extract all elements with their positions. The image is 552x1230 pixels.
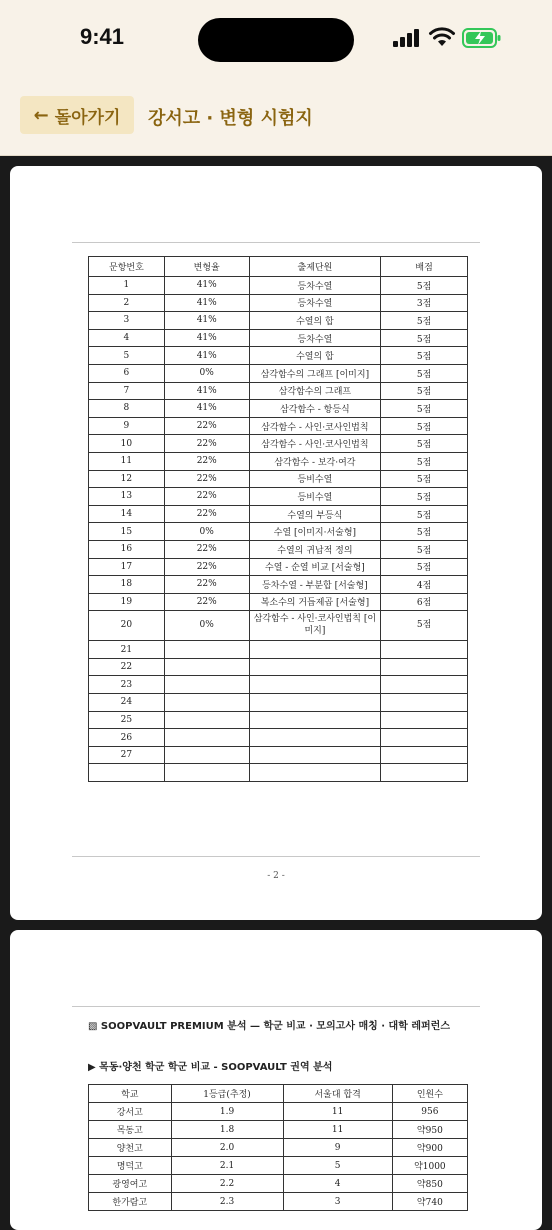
- table-cell: 5점: [381, 347, 468, 365]
- table-cell: 22%: [164, 540, 249, 558]
- col-header-rate: 변형율: [164, 257, 249, 277]
- table-row: [89, 558, 468, 576]
- table-cell: 약900: [392, 1139, 467, 1157]
- compare-header-row: [89, 1085, 468, 1103]
- table-row: [89, 1121, 468, 1139]
- premium-subheading: ▶ 목동·양천 학군 학군 비교 - SOOPVAULT 권역 분석: [88, 1062, 333, 1073]
- page-title: 강서고 · 변형 시험지: [148, 108, 313, 129]
- table-cell: 16: [89, 540, 165, 558]
- table-cell: 19: [89, 593, 165, 611]
- table-cell: 22%: [164, 576, 249, 594]
- table-cell: 0%: [164, 611, 249, 641]
- table-row: [89, 676, 468, 694]
- table-cell: 3: [283, 1193, 392, 1211]
- table-cell: 강서고: [89, 1103, 172, 1121]
- table-row: [89, 329, 468, 347]
- battery-charging-icon: [462, 27, 502, 49]
- table-cell: 양천고: [89, 1139, 172, 1157]
- table-cell: [249, 676, 381, 694]
- table-cell: 명덕고: [89, 1157, 172, 1175]
- table-cell: 5점: [381, 364, 468, 382]
- table-cell: 22%: [164, 488, 249, 506]
- table-row: [89, 711, 468, 729]
- table-cell: 21: [89, 641, 165, 659]
- table-cell: 11: [283, 1121, 392, 1139]
- table-cell: 41%: [164, 329, 249, 347]
- cellular-signal-icon: [392, 28, 422, 48]
- table-cell: 목동고: [89, 1121, 172, 1139]
- table-row: [89, 694, 468, 712]
- back-button[interactable]: [20, 96, 134, 134]
- table-cell: [249, 746, 381, 764]
- table-cell: [381, 746, 468, 764]
- table-cell: [164, 694, 249, 712]
- table-cell: 11: [89, 452, 165, 470]
- table-cell: 41%: [164, 347, 249, 365]
- table-cell: 20: [89, 611, 165, 641]
- table-cell: 2.2: [171, 1175, 283, 1193]
- school-compare-table: [88, 1084, 468, 1211]
- table-cell: 수열의 합: [249, 347, 381, 365]
- table-row: [89, 488, 468, 506]
- table-cell: 5: [283, 1157, 392, 1175]
- table-row: [89, 382, 468, 400]
- wifi-icon: [428, 26, 456, 48]
- page-number: - 2 -: [267, 871, 285, 881]
- table-row: [89, 277, 468, 295]
- app-header: [0, 80, 552, 156]
- table-cell: 22%: [164, 505, 249, 523]
- compare-table-body: [89, 1103, 468, 1211]
- table-cell: 삼각함수 - 항등식: [249, 400, 381, 418]
- table-cell: 5점: [381, 505, 468, 523]
- table-cell: 약740: [392, 1193, 467, 1211]
- table-cell: 5점: [381, 382, 468, 400]
- table-row: [89, 347, 468, 365]
- exam-table-header-row: [89, 257, 468, 277]
- table-row: [89, 312, 468, 330]
- table-cell: [249, 658, 381, 676]
- table-cell: 5점: [381, 488, 468, 506]
- table-row: [89, 1175, 468, 1193]
- table-cell: 삼각함수 - 사인·코사인법칙: [249, 435, 381, 453]
- table-cell: 5점: [381, 435, 468, 453]
- table-cell: [249, 711, 381, 729]
- table-cell: 5점: [381, 417, 468, 435]
- arrow-left-icon: ←: [33, 104, 49, 126]
- table-cell: 41%: [164, 312, 249, 330]
- table-cell: 등비수열: [249, 470, 381, 488]
- table-cell: 수열 - 순열 비교 [서술형]: [249, 558, 381, 576]
- table-cell: 13: [89, 488, 165, 506]
- col-header-number: 문항번호: [89, 257, 165, 277]
- table-row: [89, 1103, 468, 1121]
- table-cell: 2.0: [171, 1139, 283, 1157]
- table-row: [89, 435, 468, 453]
- table-cell: 5점: [381, 452, 468, 470]
- table-row: [89, 658, 468, 676]
- page-bottom-rule: [72, 856, 480, 857]
- premium-page: [10, 930, 542, 1230]
- table-cell: 5점: [381, 400, 468, 418]
- table-cell: 22: [89, 658, 165, 676]
- table-cell: 수열의 귀납적 정의: [249, 540, 381, 558]
- table-cell: 2.3: [171, 1193, 283, 1211]
- table-cell: 25: [89, 711, 165, 729]
- table-row: [89, 1139, 468, 1157]
- status-bar: [0, 0, 552, 80]
- table-row: [89, 523, 468, 541]
- table-cell: [164, 729, 249, 747]
- table-cell: 5점: [381, 470, 468, 488]
- table-cell: 22%: [164, 417, 249, 435]
- table-row: [89, 294, 468, 312]
- table-cell: 1.8: [171, 1121, 283, 1139]
- table-cell: 41%: [164, 294, 249, 312]
- table-cell: [249, 694, 381, 712]
- table-cell: 수열 [이미지·서술형]: [249, 523, 381, 541]
- table-cell: [164, 676, 249, 694]
- table-cell: 24: [89, 694, 165, 712]
- table-cell: 15: [89, 523, 165, 541]
- table-cell: 등차수열: [249, 294, 381, 312]
- table-cell: 등차수열: [249, 277, 381, 295]
- table-cell: 수열의 합: [249, 312, 381, 330]
- table-cell: 6점: [381, 593, 468, 611]
- table-cell: 7: [89, 382, 165, 400]
- compare-col-school: 학교: [89, 1085, 172, 1103]
- table-cell: 한가람고: [89, 1193, 172, 1211]
- table-cell: 광영여고: [89, 1175, 172, 1193]
- table-cell: 2: [89, 294, 165, 312]
- table-cell: 4점: [381, 576, 468, 594]
- table-cell: 22%: [164, 470, 249, 488]
- table-row: [89, 593, 468, 611]
- table-cell: 956: [392, 1103, 467, 1121]
- table-cell: 41%: [164, 400, 249, 418]
- table-cell: 3점: [381, 294, 468, 312]
- table-cell: 약1000: [392, 1157, 467, 1175]
- table-cell: [164, 711, 249, 729]
- table-cell: 4: [89, 329, 165, 347]
- table-row: [89, 417, 468, 435]
- page2-top-rule: [72, 1006, 480, 1007]
- table-row: [89, 400, 468, 418]
- table-cell: 5점: [381, 277, 468, 295]
- table-cell: 41%: [164, 382, 249, 400]
- table-cell: 5점: [381, 523, 468, 541]
- compare-col-snu: 서울대 합격: [283, 1085, 392, 1103]
- table-cell: 6: [89, 364, 165, 382]
- table-cell: 23: [89, 676, 165, 694]
- table-cell: [249, 729, 381, 747]
- table-row: [89, 540, 468, 558]
- table-row: [89, 505, 468, 523]
- table-row: [89, 611, 468, 641]
- table-row: [89, 364, 468, 382]
- table-cell: 4: [283, 1175, 392, 1193]
- table-cell: 10: [89, 435, 165, 453]
- dynamic-island: [198, 18, 354, 62]
- table-cell: [381, 641, 468, 659]
- table-cell: [164, 641, 249, 659]
- table-cell: 삼각함수의 그래프: [249, 382, 381, 400]
- status-time: 9:41: [80, 24, 125, 49]
- table-cell: 약950: [392, 1121, 467, 1139]
- table-cell: [381, 676, 468, 694]
- table-cell: 9: [283, 1139, 392, 1157]
- table-cell: 9: [89, 417, 165, 435]
- table-row: [89, 729, 468, 747]
- table-cell: [249, 641, 381, 659]
- table-cell: 등차수열: [249, 329, 381, 347]
- table-cell: [89, 764, 165, 782]
- table-cell: 41%: [164, 277, 249, 295]
- table-cell: 5점: [381, 329, 468, 347]
- compare-col-count: 인원수: [392, 1085, 467, 1103]
- table-cell: 0%: [164, 364, 249, 382]
- table-cell: 등차수열 - 부분합 [서술형]: [249, 576, 381, 594]
- table-cell: 삼각함수 - 사인·코사인법칙 [이미지]: [249, 611, 381, 641]
- table-cell: [381, 711, 468, 729]
- table-cell: 3: [89, 312, 165, 330]
- page-top-rule: [72, 242, 480, 243]
- table-cell: 27: [89, 746, 165, 764]
- table-cell: 22%: [164, 435, 249, 453]
- table-row: [89, 452, 468, 470]
- table-row: [89, 746, 468, 764]
- table-cell: [164, 658, 249, 676]
- table-cell: 5점: [381, 558, 468, 576]
- table-cell: 삼각함수의 그래프 [이미지]: [249, 364, 381, 382]
- back-button-label: 돌아가기: [54, 107, 121, 128]
- table-cell: 17: [89, 558, 165, 576]
- col-header-score: 배점: [381, 257, 468, 277]
- table-cell: 1.9: [171, 1103, 283, 1121]
- table-cell: 5점: [381, 540, 468, 558]
- table-cell: 11: [283, 1103, 392, 1121]
- table-cell: 14: [89, 505, 165, 523]
- table-cell: 삼각함수 - 사인·코사인법칙: [249, 417, 381, 435]
- table-cell: 26: [89, 729, 165, 747]
- table-cell: 약850: [392, 1175, 467, 1193]
- table-cell: 22%: [164, 593, 249, 611]
- col-header-unit: 출제단원: [249, 257, 381, 277]
- table-row: [89, 641, 468, 659]
- exam-page: [10, 166, 542, 920]
- table-cell: [249, 764, 381, 782]
- table-cell: 등비수열: [249, 488, 381, 506]
- table-row: [89, 764, 468, 782]
- table-cell: 0%: [164, 523, 249, 541]
- table-row: [89, 576, 468, 594]
- table-cell: 5점: [381, 312, 468, 330]
- table-cell: 수열의 부등식: [249, 505, 381, 523]
- table-cell: [164, 746, 249, 764]
- table-cell: [164, 764, 249, 782]
- exam-table-body: [89, 277, 468, 782]
- table-cell: 삼각함수 - 보각·여각: [249, 452, 381, 470]
- premium-heading: ▧ SOOPVAULT PREMIUM 분석 — 학군 비교 · 모의고사 매칭 · 대학 레퍼런스: [88, 1021, 450, 1032]
- table-cell: 5점: [381, 611, 468, 641]
- table-cell: 2.1: [171, 1157, 283, 1175]
- table-row: [89, 470, 468, 488]
- table-row: [89, 1157, 468, 1175]
- table-cell: 복소수의 거듭제곱 [서술형]: [249, 593, 381, 611]
- table-cell: 1: [89, 277, 165, 295]
- table-cell: 8: [89, 400, 165, 418]
- table-cell: [381, 658, 468, 676]
- table-cell: 22%: [164, 452, 249, 470]
- exam-table: [88, 256, 468, 782]
- table-cell: 18: [89, 576, 165, 594]
- table-cell: [381, 764, 468, 782]
- table-cell: [381, 729, 468, 747]
- table-cell: 5: [89, 347, 165, 365]
- table-row: [89, 1193, 468, 1211]
- table-cell: 22%: [164, 558, 249, 576]
- table-cell: 12: [89, 470, 165, 488]
- compare-col-grade1: 1등급(추정): [171, 1085, 283, 1103]
- table-cell: [381, 694, 468, 712]
